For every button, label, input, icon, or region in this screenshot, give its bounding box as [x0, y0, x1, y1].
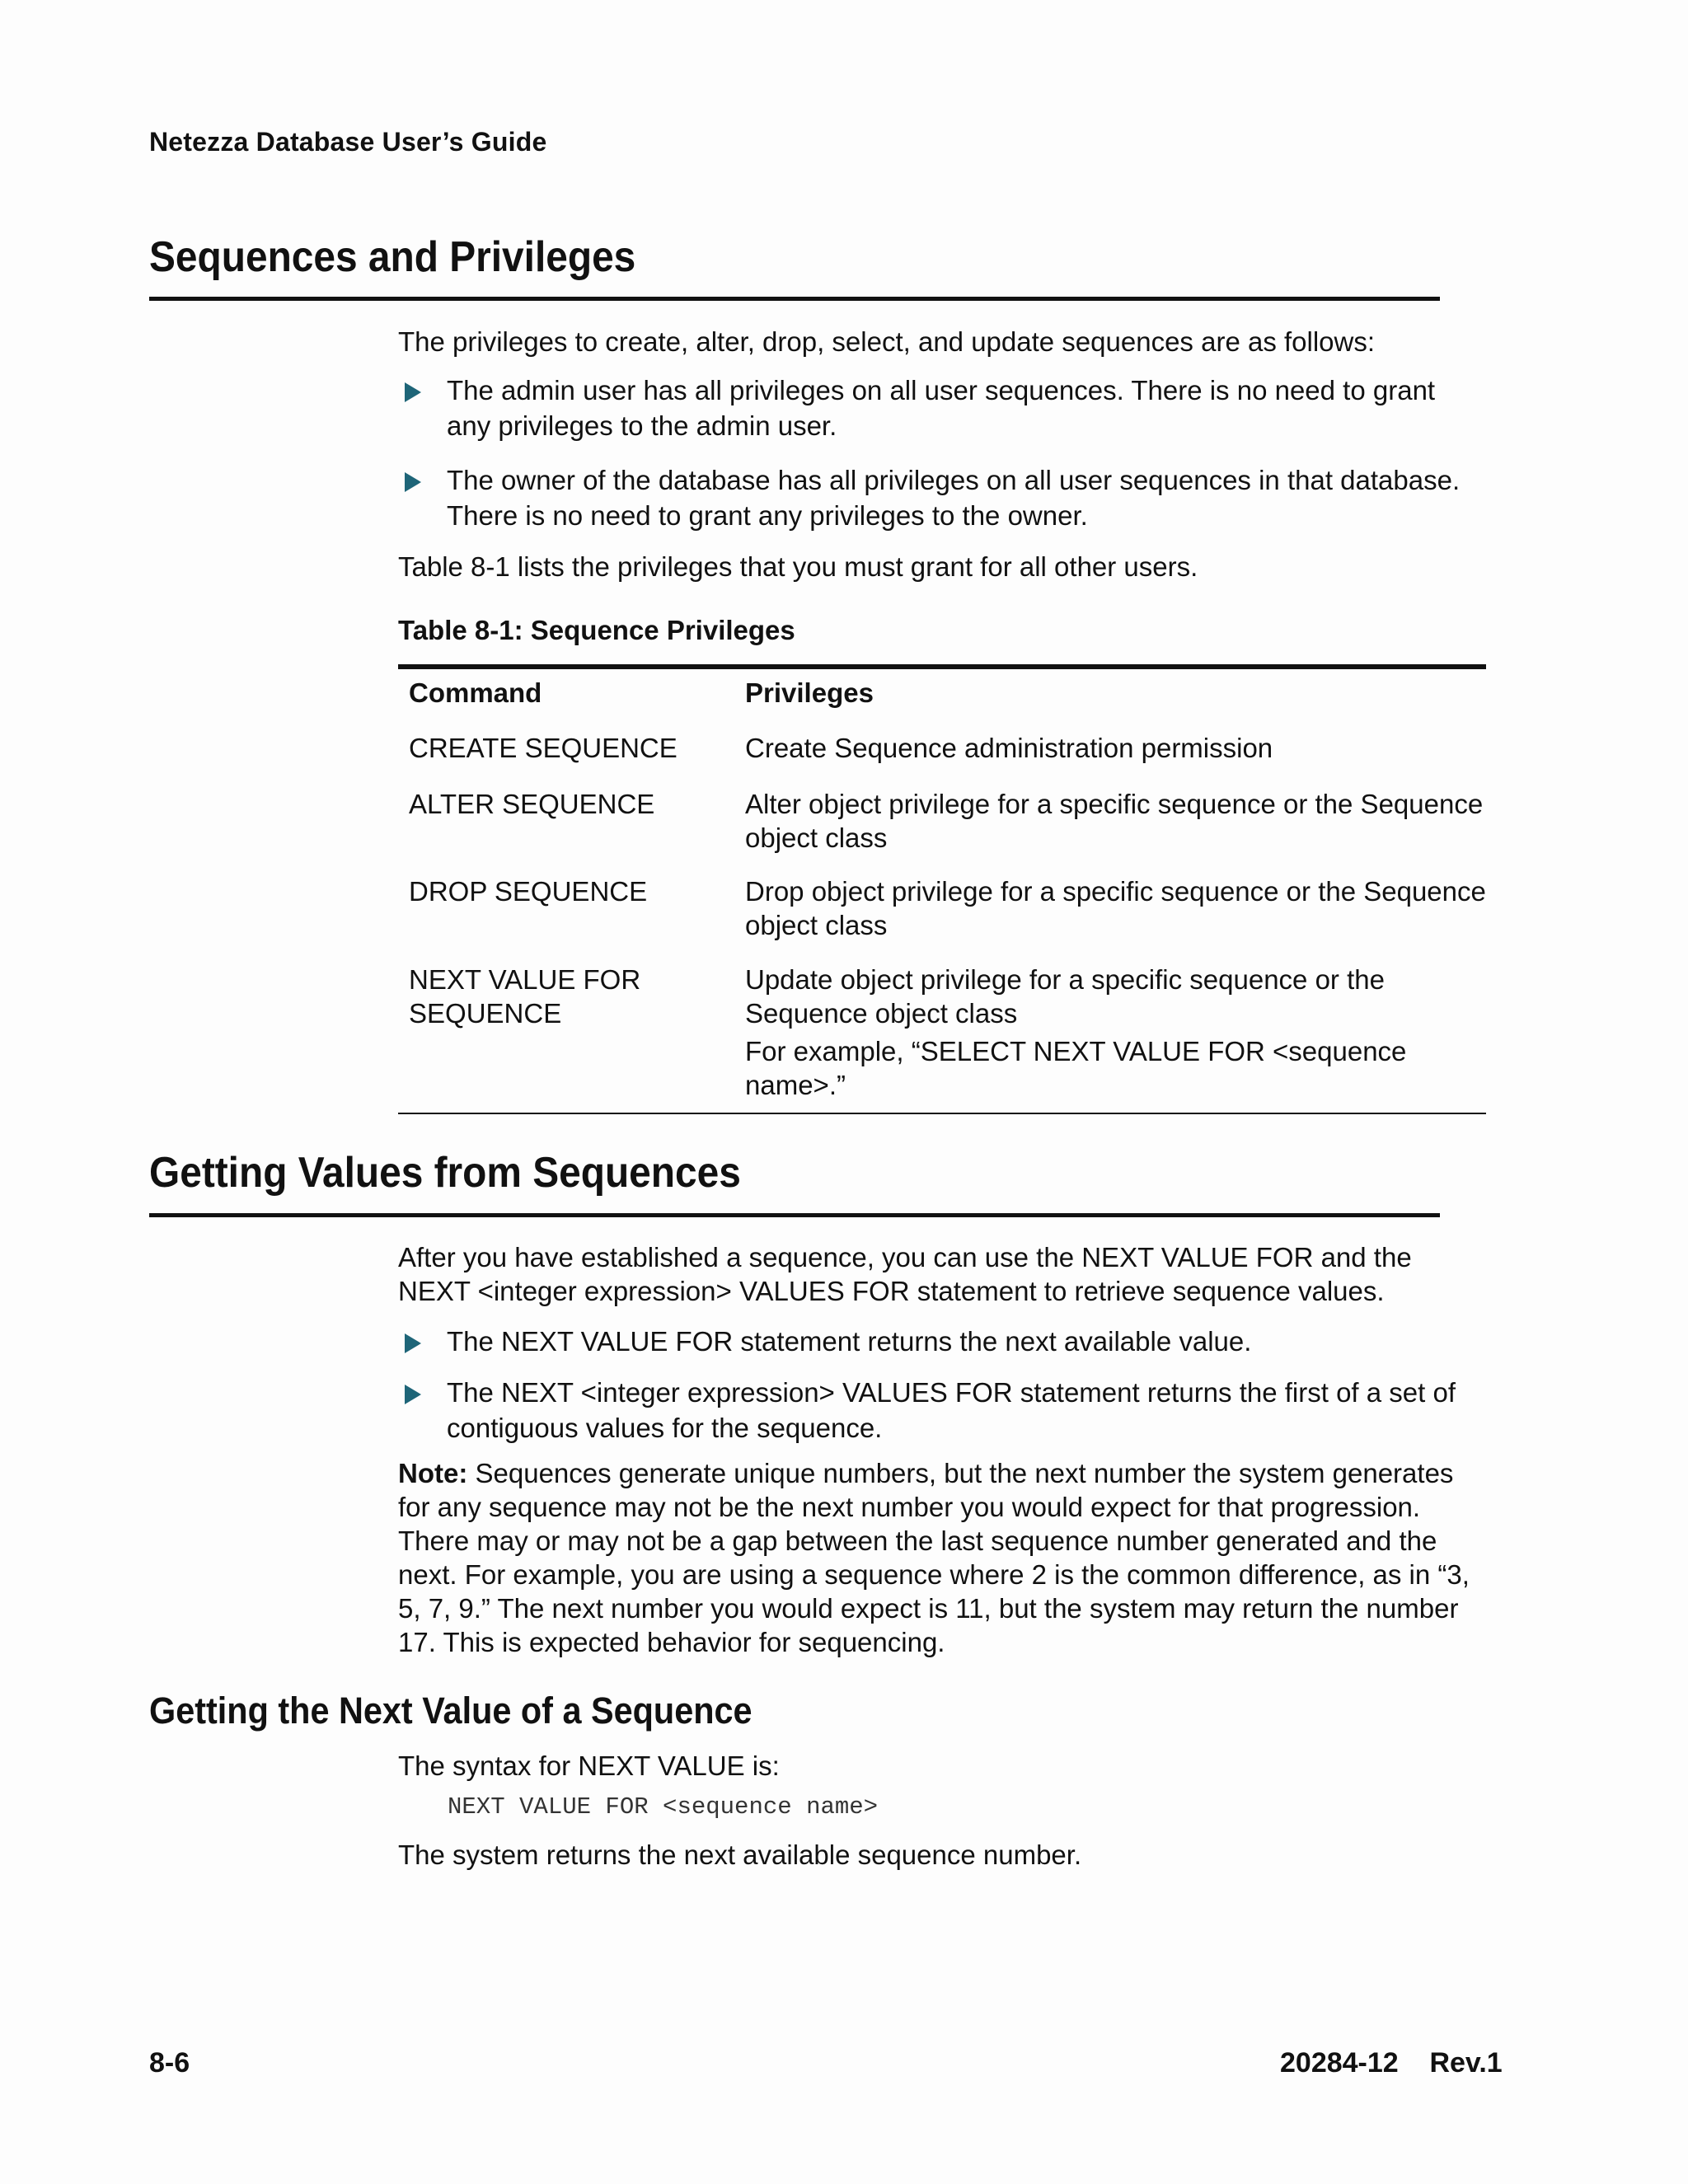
table-cell-privileges: Create Sequence administration permission: [745, 733, 1273, 763]
bullet-triangle-icon: [405, 1385, 421, 1404]
document-id: 20284-12 Rev.1: [1280, 2047, 1503, 2079]
bullet-triangle-icon: [405, 472, 421, 492]
bullet-triangle-icon: [405, 382, 421, 402]
table-top-rule: [398, 664, 1486, 669]
list-item-text: The NEXT VALUE FOR statement returns the next available value.: [447, 1326, 1252, 1357]
section-title-getting-values: Getting Values from Sequences: [149, 1149, 741, 1197]
section-rule: [149, 1213, 1440, 1217]
section-title-sequences-privileges: Sequences and Privileges: [149, 233, 636, 281]
syntax-outro: The system returns the next available sequence number.: [398, 1840, 1082, 1870]
list-item: [398, 462, 1486, 533]
table-caption: Table 8-1: Sequence Privileges: [398, 615, 795, 645]
table-reference-text: Table 8-1 lists the privileges that you must grant for all other users.: [398, 551, 1198, 582]
table-header-command: Command: [409, 677, 542, 708]
list-item: [398, 1375, 1486, 1446]
table-header-privileges: Privileges: [745, 677, 874, 708]
list-item: [398, 1324, 1486, 1359]
table-cell-command: DROP SEQUENCE: [409, 876, 648, 907]
note-label: Note:: [398, 1458, 468, 1488]
table-cell-privileges: Alter object privilege for a specific sequence or the Sequence object class: [745, 789, 1484, 853]
bullet-triangle-icon: [405, 1333, 421, 1353]
note-text: Sequences generate unique numbers, but the next number the system generates for any sequence may not be the next number you would expect for that progression. There may or may not be a gap between the last sequence number generated and the next. For example, you are using a sequence where 2 is the common difference, as in “3, 5, 7, 9.” The next number you would expect is 11, but the system may return the number 17. This is expected behavior for sequencing.: [398, 1458, 1470, 1657]
code-sample: NEXT VALUE FOR <sequence name>: [448, 1793, 879, 1821]
list-item-text: The owner of the database has all privileges on all user sequences in that database. There is no need to grant any privileges to the owner.: [447, 465, 1461, 531]
list-item-text: The NEXT <integer expression> VALUES FOR statement returns the first of a set of contiguous values for the sequence.: [447, 1377, 1456, 1443]
table-bottom-rule: [398, 1113, 1486, 1114]
subsection-title-next-value: Getting the Next Value of a Sequence: [149, 1690, 753, 1732]
section-rule: [149, 297, 1440, 301]
table-cell-command: CREATE SEQUENCE: [409, 733, 678, 763]
table-cell-privileges: Update object privilege for a specific sequence or the Sequence object class: [745, 964, 1385, 1029]
section2-intro: After you have established a sequence, you can use the NEXT VALUE FOR and the NEXT <integer expression> VALUES FOR statement to retrieve sequence values.: [398, 1242, 1412, 1306]
running-header: Netezza Database User’s Guide: [149, 127, 547, 157]
table-cell-example: For example, “SELECT NEXT VALUE FOR <sequence name>.”: [745, 1036, 1407, 1100]
table-cell-command: NEXT VALUE FOR SEQUENCE: [409, 964, 641, 1029]
syntax-intro: The syntax for NEXT VALUE is:: [398, 1750, 780, 1781]
table-cell-privileges: Drop object privilege for a specific sequence or the Sequence object class: [745, 876, 1486, 940]
page-number: 8-6: [149, 2047, 190, 2079]
list-item-text: The admin user has all privileges on all user sequences. There is no need to grant any privileges to the admin user.: [447, 375, 1436, 441]
section1-intro: The privileges to create, alter, drop, select, and update sequences are as follows:: [398, 326, 1376, 357]
table-cell-command: ALTER SEQUENCE: [409, 789, 655, 819]
note-paragraph: [398, 1456, 1486, 1659]
list-item: [398, 373, 1486, 443]
